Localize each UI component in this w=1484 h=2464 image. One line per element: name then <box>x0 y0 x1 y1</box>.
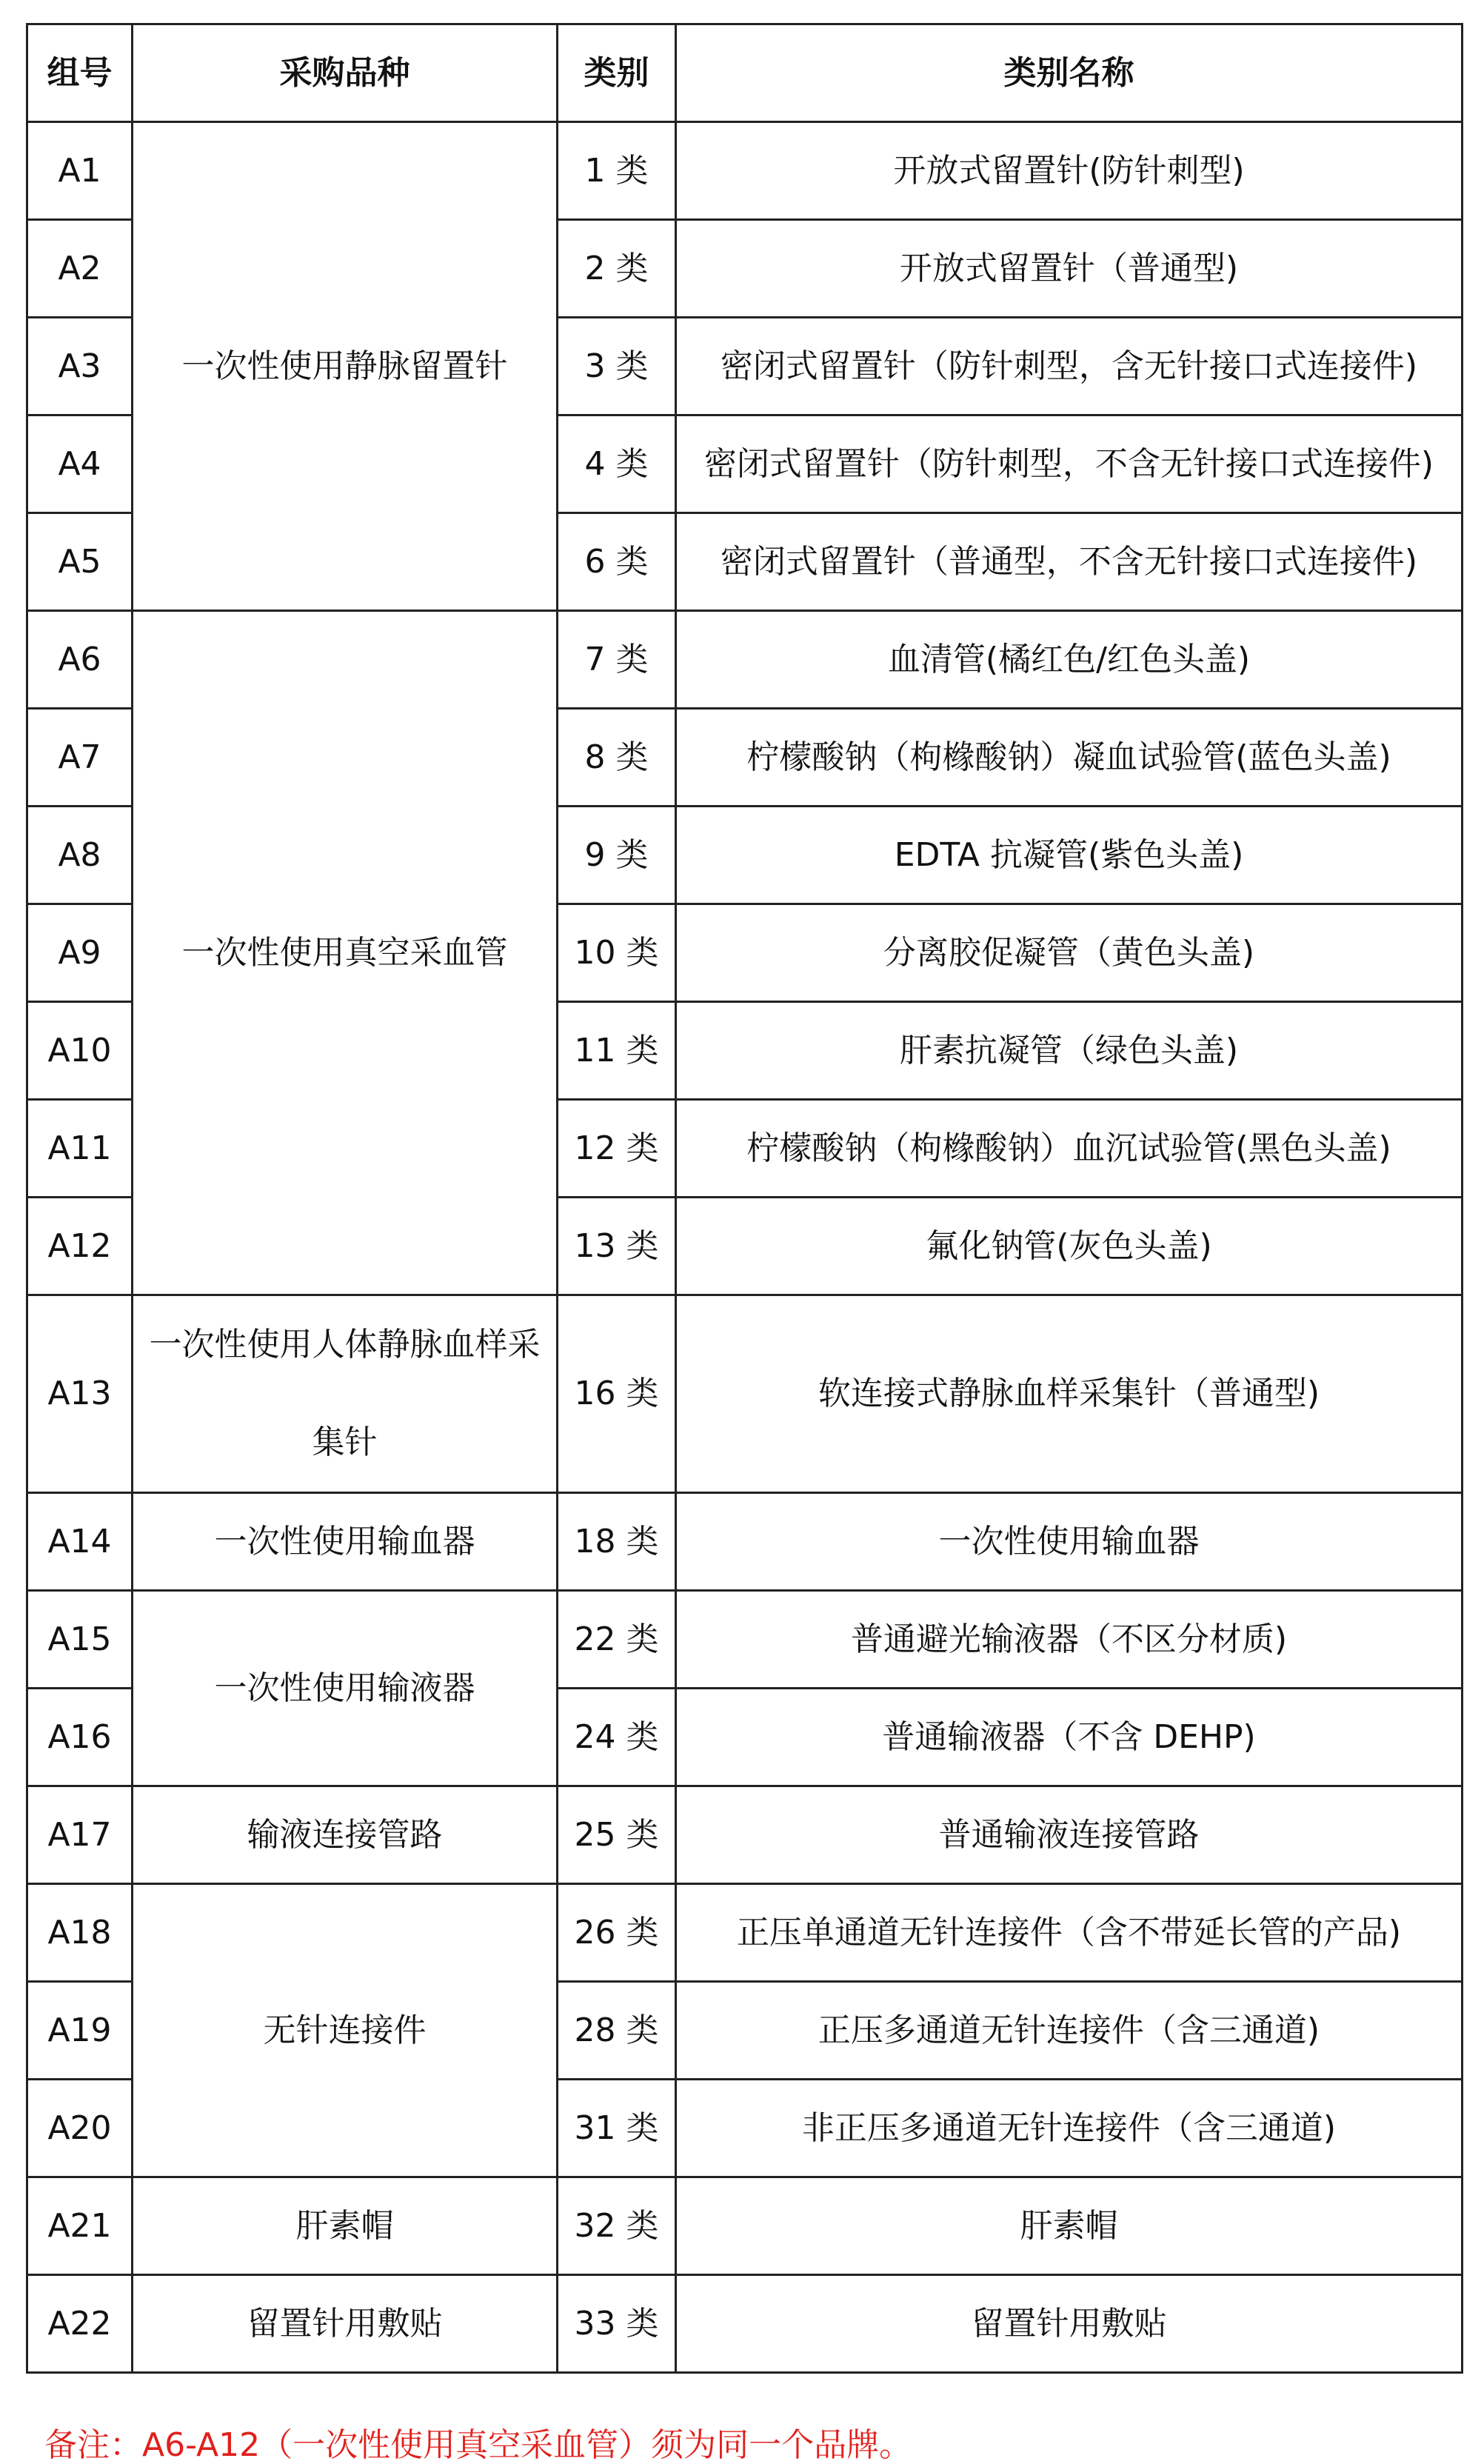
group-cell: A10 <box>27 1002 133 1100</box>
category-name-cell: 留置针用敷贴 <box>676 2275 1463 2373</box>
group-cell: A5 <box>27 513 133 611</box>
category-cell: 9 类 <box>558 807 676 904</box>
category-name-cell: 软连接式静脉血样采集针（普通型) <box>676 1295 1463 1493</box>
header-category-name: 类别名称 <box>676 24 1463 122</box>
category-cell: 10 类 <box>558 904 676 1002</box>
category-name-cell: 柠檬酸钠（枸橼酸钠）血沉试验管(黑色头盖) <box>676 1100 1463 1198</box>
category-name-cell: 非正压多通道无针连接件（含三通道) <box>676 2080 1463 2177</box>
category-cell: 7 类 <box>558 611 676 709</box>
header-category: 类别 <box>558 24 676 122</box>
group-cell: A14 <box>27 1493 133 1591</box>
category-name-cell: 肝素帽 <box>676 2177 1463 2275</box>
category-cell: 25 类 <box>558 1786 676 1884</box>
group-cell: A18 <box>27 1884 133 1982</box>
group-cell: A17 <box>27 1786 133 1884</box>
category-cell: 28 类 <box>558 1982 676 2080</box>
group-cell: A13 <box>27 1295 133 1493</box>
category-name-cell: 柠檬酸钠（枸橼酸钠）凝血试验管(蓝色头盖) <box>676 709 1463 807</box>
category-name-cell: 分离胶促凝管（黄色头盖) <box>676 904 1463 1002</box>
category-name-cell: 肝素抗凝管（绿色头盖) <box>676 1002 1463 1100</box>
group-cell: A8 <box>27 807 133 904</box>
variety-cell: 一次性使用人体静脉血样采集针 <box>133 1295 558 1493</box>
category-name-cell: 开放式留置针（普通型) <box>676 220 1463 318</box>
variety-cell: 肝素帽 <box>133 2177 558 2275</box>
category-cell: 6 类 <box>558 513 676 611</box>
group-cell: A20 <box>27 2080 133 2177</box>
table-row <box>27 1295 1463 1493</box>
variety-cell: 留置针用敷贴 <box>133 2275 558 2373</box>
table-row <box>27 122 1463 220</box>
group-cell: A15 <box>27 1591 133 1689</box>
table-body <box>27 122 1463 2373</box>
category-name-cell: 血清管(橘红色/红色头盖) <box>676 611 1463 709</box>
group-cell: A2 <box>27 220 133 318</box>
group-cell: A11 <box>27 1100 133 1198</box>
category-name-cell: 普通输液器（不含 DEHP) <box>676 1689 1463 1786</box>
category-cell: 8 类 <box>558 709 676 807</box>
group-cell: A12 <box>27 1198 133 1295</box>
table-row <box>27 1591 1463 1689</box>
category-name-cell: 开放式留置针(防针刺型) <box>676 122 1463 220</box>
header-variety: 采购品种 <box>133 24 558 122</box>
category-cell: 3 类 <box>558 318 676 415</box>
category-cell: 31 类 <box>558 2080 676 2177</box>
group-cell: A1 <box>27 122 133 220</box>
table-row <box>27 1884 1463 1982</box>
variety-cell: 一次性使用静脉留置针 <box>133 122 558 611</box>
table-row <box>27 1786 1463 1884</box>
footnote: 备注：A6-A12（一次性使用真空采血管）须为同一个品牌。 <box>44 2426 912 2464</box>
category-name-cell: 氟化钠管(灰色头盖) <box>676 1198 1463 1295</box>
category-name-cell: 普通避光输液器（不区分材质) <box>676 1591 1463 1689</box>
category-cell: 32 类 <box>558 2177 676 2275</box>
group-cell: A7 <box>27 709 133 807</box>
category-cell: 18 类 <box>558 1493 676 1591</box>
category-cell: 11 类 <box>558 1002 676 1100</box>
category-name-cell: 密闭式留置针（普通型，不含无针接口式连接件) <box>676 513 1463 611</box>
category-name-cell: 密闭式留置针（防针刺型，含无针接口式连接件) <box>676 318 1463 415</box>
group-cell: A6 <box>27 611 133 709</box>
category-name-cell: 普通输液连接管路 <box>676 1786 1463 1884</box>
variety-cell: 一次性使用输血器 <box>133 1493 558 1591</box>
category-cell: 22 类 <box>558 1591 676 1689</box>
category-name-cell: 正压单通道无针连接件（含不带延长管的产品) <box>676 1884 1463 1982</box>
group-cell: A16 <box>27 1689 133 1786</box>
category-cell: 16 类 <box>558 1295 676 1493</box>
category-cell: 1 类 <box>558 122 676 220</box>
category-cell: 2 类 <box>558 220 676 318</box>
group-cell: A3 <box>27 318 133 415</box>
variety-cell: 无针连接件 <box>133 1884 558 2177</box>
variety-cell: 一次性使用输液器 <box>133 1591 558 1786</box>
table-row <box>27 611 1463 709</box>
table-row <box>27 2177 1463 2275</box>
header-group: 组号 <box>27 24 133 122</box>
group-cell: A9 <box>27 904 133 1002</box>
procurement-table <box>26 23 1463 2374</box>
category-cell: 24 类 <box>558 1689 676 1786</box>
table-row <box>27 2275 1463 2373</box>
group-cell: A22 <box>27 2275 133 2373</box>
category-name-cell: EDTA 抗凝管(紫色头盖) <box>676 807 1463 904</box>
category-name-cell: 一次性使用输血器 <box>676 1493 1463 1591</box>
variety-cell: 一次性使用真空采血管 <box>133 611 558 1295</box>
category-cell: 4 类 <box>558 415 676 513</box>
category-cell: 12 类 <box>558 1100 676 1198</box>
category-name-cell: 正压多通道无针连接件（含三通道) <box>676 1982 1463 2080</box>
category-cell: 33 类 <box>558 2275 676 2373</box>
category-name-cell: 密闭式留置针（防针刺型，不含无针接口式连接件) <box>676 415 1463 513</box>
category-cell: 26 类 <box>558 1884 676 1982</box>
group-cell: A4 <box>27 415 133 513</box>
category-cell: 13 类 <box>558 1198 676 1295</box>
group-cell: A21 <box>27 2177 133 2275</box>
variety-cell: 输液连接管路 <box>133 1786 558 1884</box>
group-cell: A19 <box>27 1982 133 2080</box>
table-row <box>27 1493 1463 1591</box>
table-header-row <box>27 24 1463 122</box>
